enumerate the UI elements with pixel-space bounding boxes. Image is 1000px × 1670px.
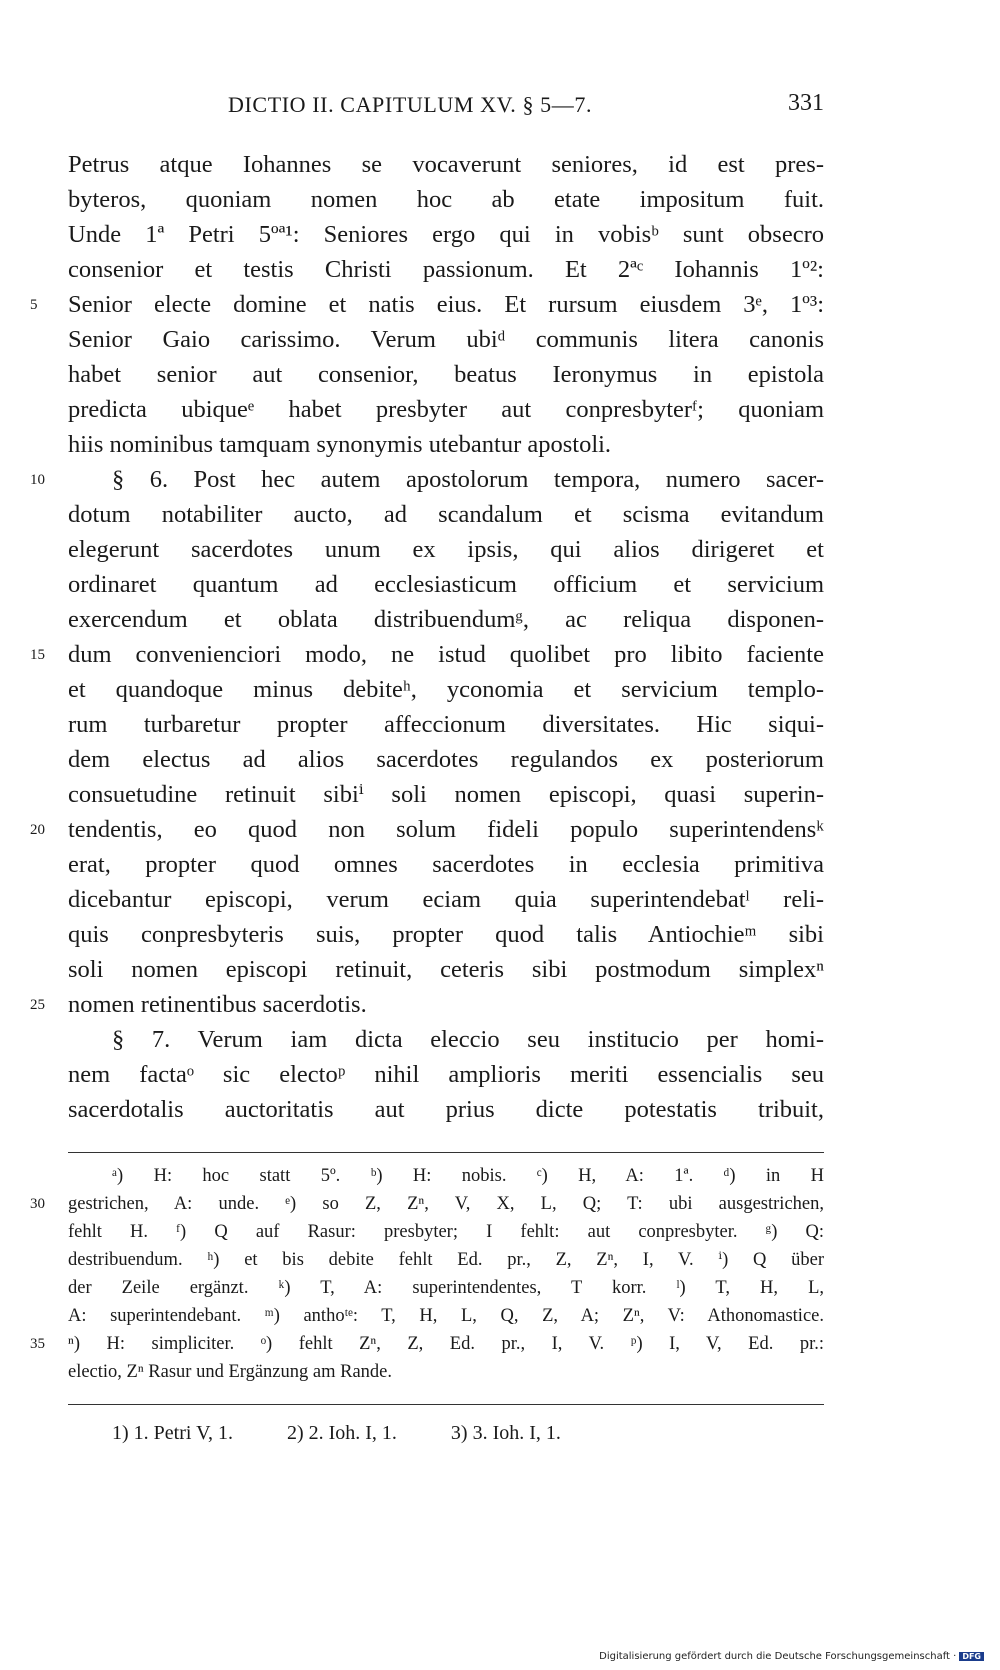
line-number: 15 (30, 647, 45, 663)
reference-item: 1) 1. Petri V, 1. (112, 1422, 233, 1444)
line-text: consuetudine retinuit sibiⁱ soli nomen episcopi, quasi superin- (68, 781, 824, 808)
references-divider (68, 1404, 824, 1405)
line-text: sacerdotalis auctoritatis aut prius dicte potestatis tribuit, (68, 1096, 824, 1123)
line-text: rum turbaretur propter affeccionum diversitates. Hic siqui- (68, 711, 824, 738)
line-text: § 7. Verum iam dicta eleccio seu institucio per homi- (112, 1026, 824, 1053)
line-text: nomen retinentibus sacerdotis. (68, 991, 367, 1018)
line-text: Senior Gaio carissimo. Verum ubiᵈ communis litera canonis (68, 326, 824, 353)
apparatus-text: destribuendum. ʰ) et bis debite fehlt Ed. pr., Z, Zⁿ, I, V. ⁱ) Q über (68, 1250, 824, 1270)
text-line (68, 1092, 824, 1127)
digitization-credit (599, 1651, 984, 1662)
line-number: 35 (30, 1336, 45, 1352)
text-line (68, 182, 824, 217)
text-line (68, 672, 824, 707)
text-line (68, 1022, 824, 1057)
line-text: consenior et testis Christi passionum. Et 2ªᶜ Iohannis 1º²: (68, 256, 824, 283)
text-line (68, 357, 824, 392)
dfg-logo: DFG (959, 1652, 984, 1661)
line-text: dicebantur episcopi, verum eciam quia superintendebatˡ reli- (68, 886, 824, 913)
line-number: 5 (30, 297, 38, 313)
line-text: dum convenienciori modo, ne istud quolibet pro libito faciente (68, 641, 824, 668)
text-line (68, 1057, 824, 1092)
text-line (68, 427, 824, 462)
line-text: habet senior aut consenior, beatus Ieronymus in epistola (68, 361, 824, 388)
text-line (68, 707, 824, 742)
text-line (68, 742, 824, 777)
text-line (30, 287, 824, 322)
apparatus-text: gestrichen, A: unde. ᵉ) so Z, Zⁿ, V, X, L, Q; T: ubi ausgestrichen, (68, 1194, 824, 1214)
main-text (30, 147, 824, 1127)
source-references (112, 1418, 732, 1448)
line-text: soli nomen episcopi retinuit, ceteris sibi postmodum simplexⁿ (68, 956, 824, 983)
text-line (68, 567, 824, 602)
line-text: nem factaᵒ sic electoᵖ nihil amplioris meriti essencialis seu (68, 1061, 824, 1088)
line-text: exercendum et oblata distribuendumᵍ, ac reliqua disponen- (68, 606, 824, 633)
line-text: predicta ubiqueᵉ habet presbyter aut conpresbyterᶠ; quoniam (68, 396, 824, 423)
text-line (30, 812, 824, 847)
line-text: dem electus ad alios sacerdotes regulandos ex posteriorum (68, 746, 824, 773)
text-line (68, 602, 824, 637)
text-line (30, 637, 824, 672)
line-text: hiis nominibus tamquam synonymis utebantur apostoli. (68, 431, 612, 458)
apparatus-line (68, 1302, 824, 1330)
running-title: DICTIO II. CAPITULUM XV. § 5—7. (228, 92, 593, 117)
line-number: 20 (30, 822, 45, 838)
line-text: byteros, quoniam nomen hoc ab etate impositum fuit. (68, 186, 824, 213)
line-text: quis conpresbyteris suis, propter quod talis Antiochieᵐ sibi (68, 921, 824, 948)
apparatus-text: electio, Zⁿ Rasur und Ergänzung am Rande. (68, 1362, 393, 1382)
page-number: 331 (788, 90, 824, 116)
apparatus-line (68, 1218, 824, 1246)
line-text: § 6. Post hec autem apostolorum tempora, numero sacer- (112, 466, 824, 493)
critical-apparatus (30, 1162, 824, 1386)
line-text: tendentis, eo quod non solum fideli populo superintendensᵏ (68, 816, 824, 843)
credit-text: Digitalisierung gefördert durch die Deutsche Forschungsgemeinschaft · (599, 1651, 957, 1662)
line-text: erat, propter quod omnes sacerdotes in ecclesia primitiva (68, 851, 824, 878)
text-line (68, 252, 824, 287)
line-text: et quandoque minus debiteʰ, yconomia et servicium templo- (68, 676, 824, 703)
text-line (68, 392, 824, 427)
apparatus-divider (68, 1152, 824, 1153)
line-text: Petrus atque Iohannes se vocaverunt seniores, id est pres- (68, 151, 824, 178)
reference-item: 3) 3. Ioh. I, 1. (450, 1422, 561, 1444)
apparatus-text: ᵃ) H: hoc statt 5º. ᵇ) H: nobis. ᶜ) H, A: 1ª. ᵈ) in H (112, 1166, 824, 1186)
text-line (68, 777, 824, 812)
apparatus-line (68, 1246, 824, 1274)
apparatus-text: der Zeile ergänzt. ᵏ) T, A: superintendentes, T korr. ˡ) T, H, L, (68, 1278, 824, 1298)
text-line (68, 532, 824, 567)
apparatus-text: ⁿ) H: simpliciter. ᵒ) fehlt Zⁿ, Z, Ed. pr., I, V. ᵖ) I, V, Ed. pr.: (68, 1334, 824, 1354)
apparatus-line (30, 1330, 824, 1358)
apparatus-text: fehlt H. ᶠ) Q auf Rasur: presbyter; I fehlt: aut conpresbyter. ᵍ) Q: (68, 1222, 824, 1242)
apparatus-line (30, 1190, 824, 1218)
text-line (68, 847, 824, 882)
running-header (68, 88, 824, 124)
text-line (68, 217, 824, 252)
apparatus-line (68, 1162, 824, 1190)
text-line (68, 952, 824, 987)
line-text: Unde 1ª Petri 5ºª¹: Seniores ergo qui in vobisᵇ sunt obsecro (68, 221, 824, 248)
text-line (68, 322, 824, 357)
text-line (68, 882, 824, 917)
text-line (68, 917, 824, 952)
line-text: elegerunt sacerdotes unum ex ipsis, qui alios dirigeret et (68, 536, 824, 563)
text-line (68, 147, 824, 182)
line-number: 30 (30, 1196, 45, 1212)
text-line (30, 462, 824, 497)
apparatus-line (68, 1358, 824, 1386)
line-number: 10 (30, 472, 45, 488)
line-text: ordinaret quantum ad ecclesiasticum officium et servicium (68, 571, 824, 598)
apparatus-text: A: superintendebant. ᵐ) anthoᵗᵉ: T, H, L, Q, Z, A; Zⁿ, V: Athonomastice. (68, 1306, 824, 1326)
line-text: Senior electe domine et natis eius. Et rursum eiusdem 3ᵉ, 1º³: (68, 291, 824, 318)
text-line (68, 497, 824, 532)
line-number: 25 (30, 997, 45, 1013)
text-line (30, 987, 824, 1022)
line-text: dotum notabiliter aucto, ad scandalum et scisma evitandum (68, 501, 824, 528)
apparatus-line (68, 1274, 824, 1302)
reference-item: 2) 2. Ioh. I, 1. (286, 1422, 397, 1444)
